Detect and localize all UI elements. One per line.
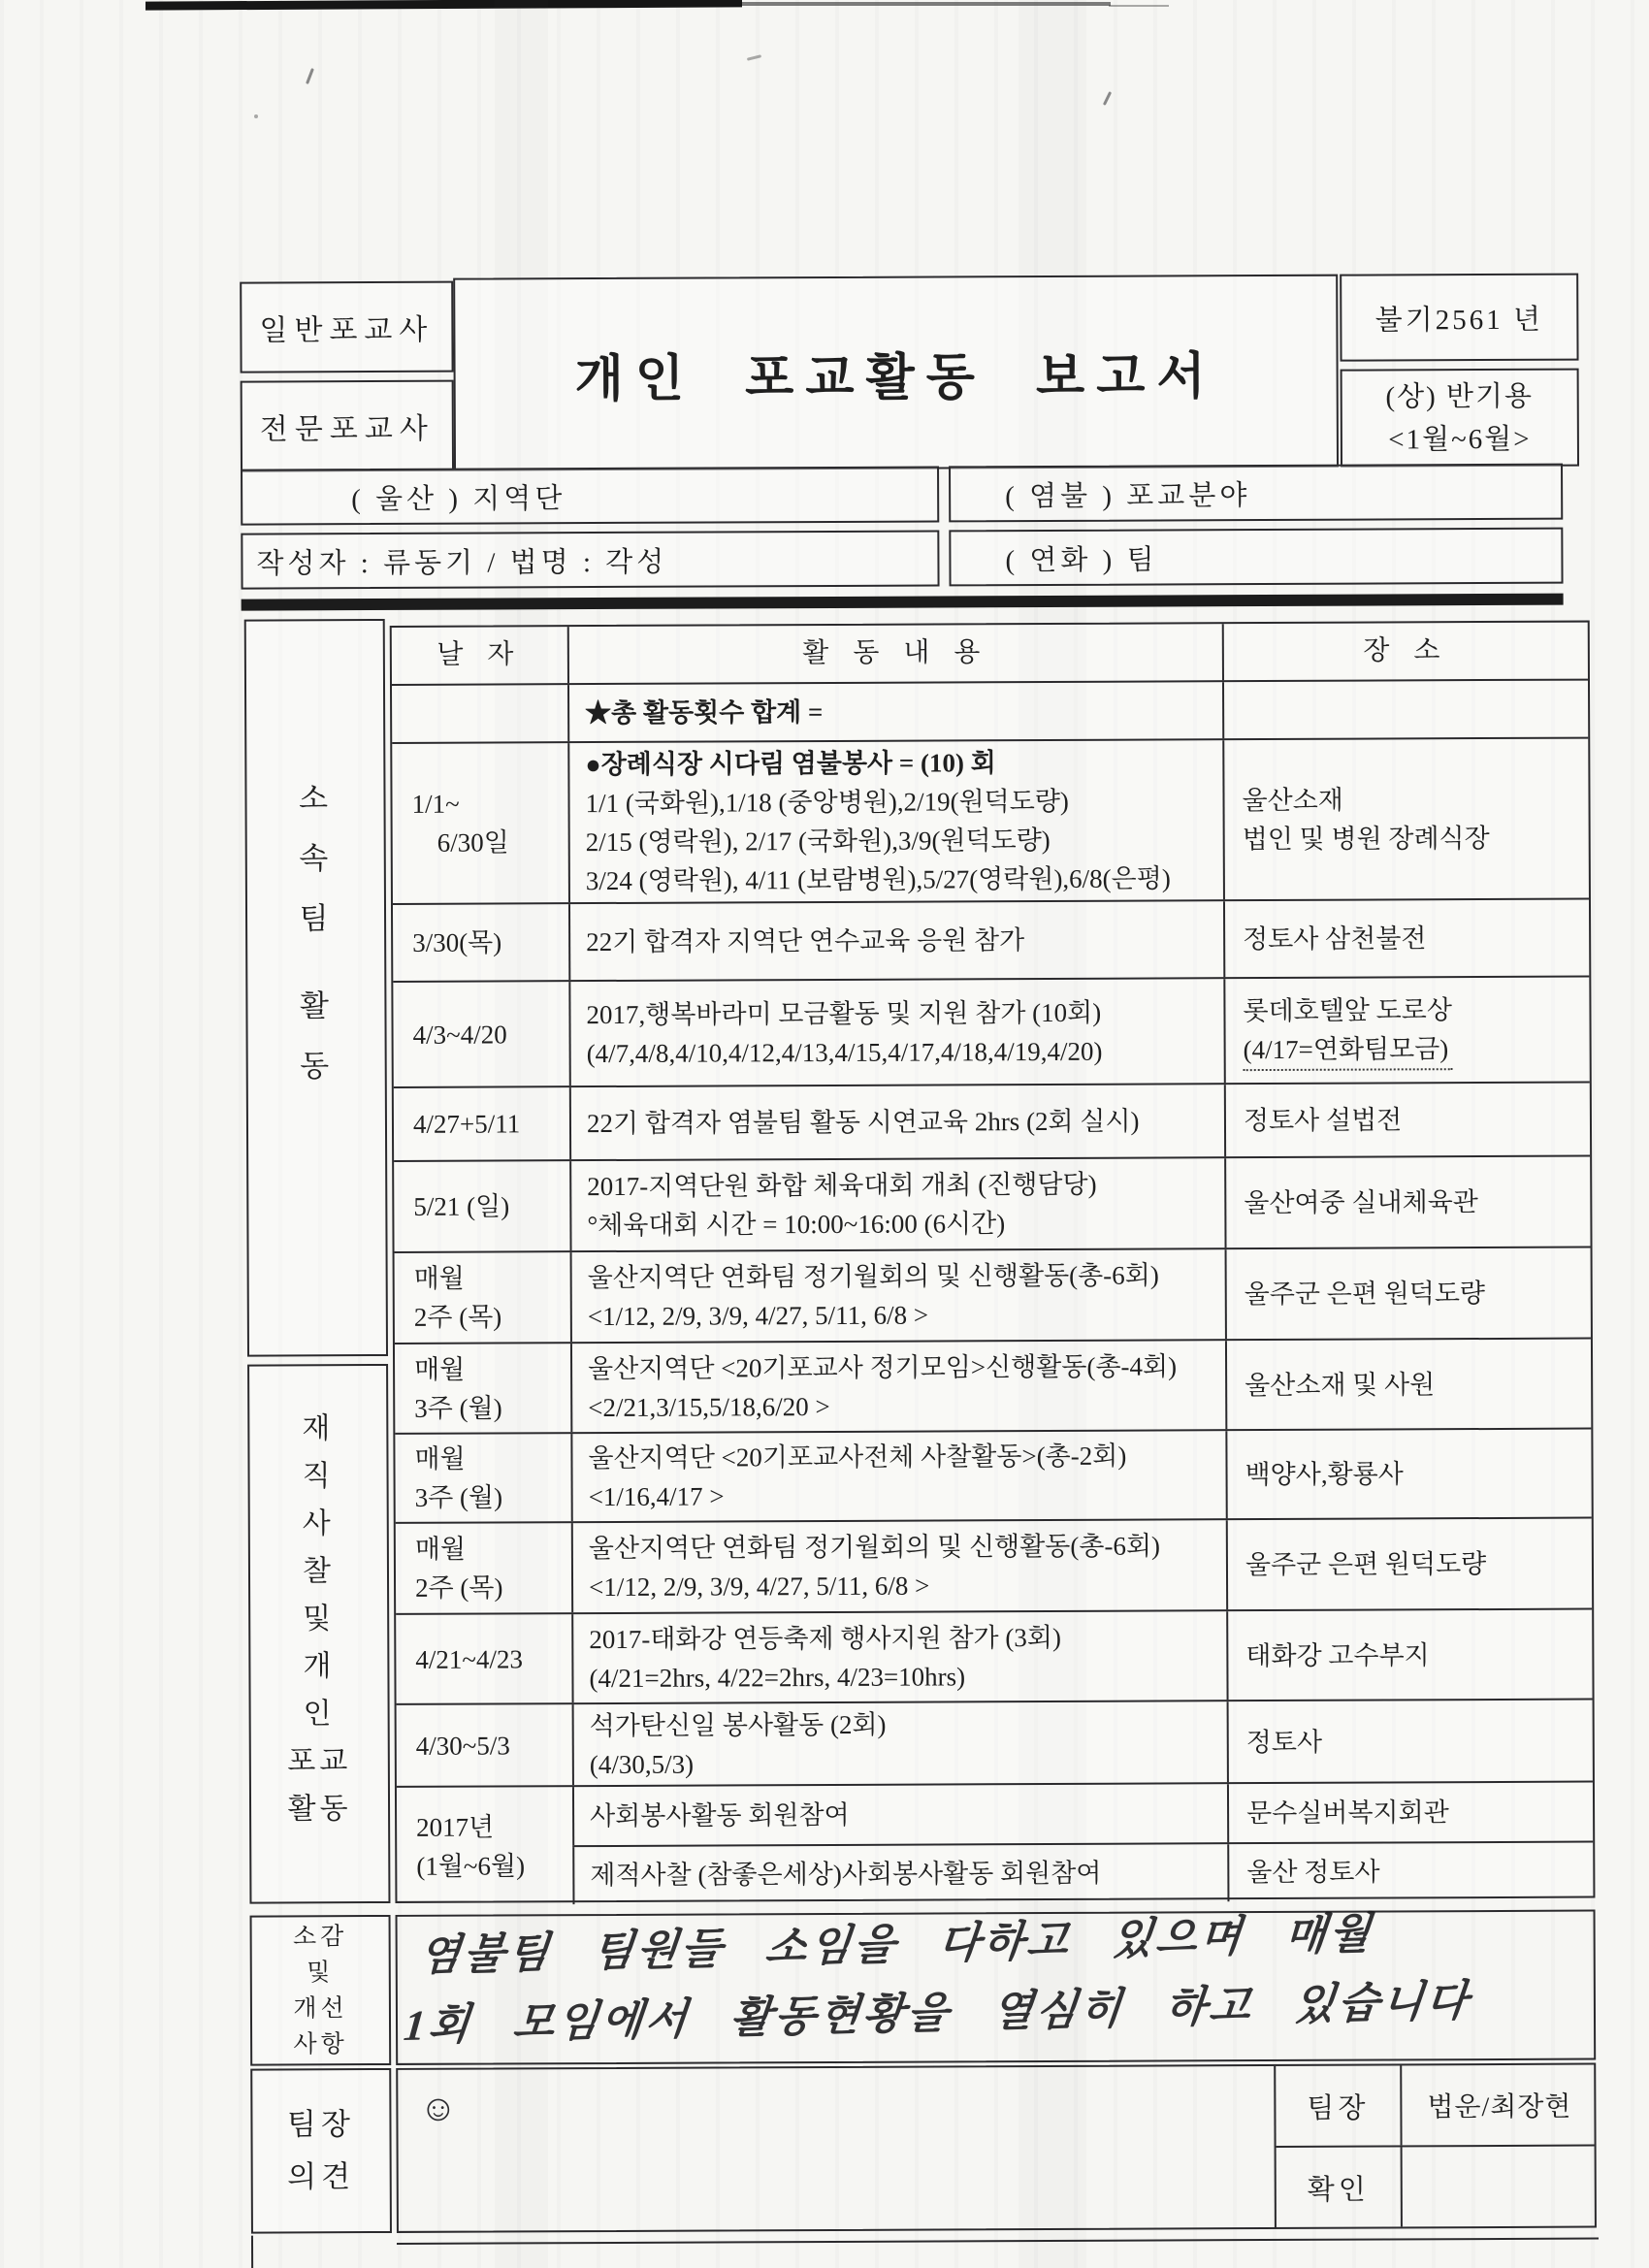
sidebar-section-leader-opinion (250, 2068, 392, 2234)
place-line: 울산 정토사 (1246, 1857, 1380, 1888)
place-line: 정토사 삼천불전 (1243, 923, 1427, 955)
activity-line: 1/1 (국화원),1/18 (중앙병원),2/19(원덕도량) (585, 786, 1069, 819)
activity-line: <1/12, 2/9, 3/9, 4/27, 5/11, 6/8 > (588, 1571, 930, 1603)
place-line: 울주군 은편 원덕도량 (1245, 1549, 1487, 1580)
region-value: ( 울산 ) 지역단 (351, 482, 566, 515)
team-cell (949, 528, 1563, 587)
activity-line: 울산지역단 <20기포교사전체 사찰활동>(총-2회) (588, 1441, 1127, 1474)
date-cell (392, 743, 568, 903)
certifier-type-box-general (240, 281, 453, 373)
activity-line: 2017,행복바라미 모금활동 및 지원 참가 (10회) (586, 997, 1102, 1029)
sidebar-char: 및 (303, 1603, 336, 1636)
leader-opinion-box (396, 2063, 1597, 2233)
place-line: 법인 및 병원 장례식장 (1242, 824, 1490, 855)
place-line: (4/17=연화팀모금) (1244, 1029, 1453, 1071)
activity-line: (4/21=2hrs, 4/22=2hrs, 4/23=10hrs) (589, 1661, 966, 1693)
col-header-activity: 활 동 내 용 (567, 624, 1222, 683)
period-box (1341, 369, 1579, 468)
table-row (397, 1781, 1594, 1905)
place-cell (1223, 978, 1589, 1084)
date-line: (1월~6월) (416, 1850, 526, 1881)
activity-line: 2017-지역단원 화합 체육대회 개최 (진행담당) (587, 1169, 1097, 1202)
place-cell (1224, 1084, 1590, 1157)
activity-cell (572, 1844, 1227, 1904)
place-line: 문수실버복지회관 (1246, 1797, 1449, 1828)
sidebar-char: 개 (303, 1650, 336, 1683)
date-cell (395, 1252, 570, 1343)
team-value: ( 연화 ) 팀 (1005, 543, 1158, 576)
sidebar-char: 팀 (299, 901, 333, 936)
table-row (392, 737, 1589, 903)
date-cell (397, 1787, 573, 1905)
smiley-face-mark: ☺ (419, 2088, 458, 2129)
date-line: 매월 (413, 1263, 465, 1293)
sidebar-char: 속 (299, 841, 333, 876)
activity-cell (570, 1431, 1225, 1521)
handwritten-note-line2: 1회 모임에서 활동현황을 열심히 하고 있습니다 (402, 1976, 1473, 2050)
table-subrow (572, 1783, 1593, 1845)
activity-line: 22기 합격자 지역단 연수교육 응원 참가 (586, 925, 1025, 957)
activity-line: 석가탄신일 봉사활동 (2회) (589, 1709, 887, 1740)
sidebar-char: 인 (303, 1698, 336, 1731)
place-cell (1224, 1157, 1590, 1248)
mission-field-value: ( 염불 ) 포교분야 (1005, 479, 1251, 512)
period-range: <1월~6월> (1388, 423, 1532, 455)
activity-cell (571, 1611, 1226, 1702)
place-cell (1225, 1430, 1591, 1519)
activity-line: <1/16,4/17 > (588, 1481, 725, 1512)
sidebar-char: 소감 (292, 1923, 348, 1950)
handwritten-note-line1: 염불팀 팀원들 소임을 다하고 있으며 매월 (416, 1909, 1375, 1980)
date-line: 4/21~4/23 (415, 1643, 524, 1674)
table-row (396, 1517, 1592, 1613)
date-cell (394, 1161, 569, 1251)
author-cell (241, 530, 939, 589)
activity-line: 3/24 (영락원), 4/11 (보람병원),5/27(영락원),6/8(은평) (585, 863, 1171, 896)
date-line: 매월 (414, 1354, 466, 1384)
table-header-row (392, 623, 1588, 684)
sidebar-char: 사항 (293, 2030, 348, 2057)
activity-line: 2/15 (영락원), 2/17 (국화원),3/9(원덕도량) (585, 825, 1051, 858)
date-cell (395, 1344, 570, 1433)
activity-cell (571, 1520, 1226, 1612)
table-row (397, 1699, 1593, 1786)
activity-line: (4/30,5/3) (589, 1749, 695, 1779)
date-cell (397, 1704, 572, 1786)
sidebar-char: 직 (302, 1460, 335, 1493)
sidebar-char: 사 (302, 1507, 335, 1540)
activity-cell (572, 1701, 1227, 1785)
date-line: 6/30일 (436, 827, 509, 858)
signature-row-leader (1276, 2065, 1594, 2146)
author-value: 작성자 : 류동기 / 법명 : 각성 (256, 546, 668, 580)
place-line: 울주군 은편 원덕도량 (1244, 1279, 1486, 1310)
table-row (395, 1247, 1591, 1343)
place-line: 롯데호텔앞 도로상 (1243, 994, 1452, 1025)
activity-cell (567, 740, 1223, 902)
activity-cell (569, 1085, 1224, 1159)
date-line: 4/30~5/3 (415, 1730, 510, 1761)
certifier-type-label: 전문포교사 (259, 412, 435, 446)
sidebar-char: 찰 (302, 1555, 336, 1588)
signature-row-confirm (1277, 2145, 1595, 2227)
place-cell (1222, 739, 1589, 900)
table-row (393, 898, 1589, 981)
date-line: 매월 (414, 1534, 467, 1564)
date-cell (392, 685, 567, 742)
signature-label: 팀장 (1307, 2092, 1370, 2124)
sidebar-section-remarks (250, 1915, 392, 2066)
sidebar-char: 활 (299, 988, 333, 1023)
table-row (395, 1428, 1591, 1522)
date-cell (393, 904, 568, 981)
col-header-place: 장 소 (1222, 623, 1588, 681)
date-line: 매월 (414, 1443, 466, 1474)
period-type: (상) 반기용 (1385, 380, 1535, 412)
date-cell (393, 982, 568, 1086)
activity-cell (568, 901, 1223, 980)
date-cell (394, 1087, 569, 1160)
date-line: 2주 (목) (413, 1302, 502, 1332)
region-cell (241, 466, 939, 525)
mission-field-cell (949, 464, 1563, 523)
activity-line: (4/7,4/8,4/10,4/12,4/13,4/15,4/17,4/18,4/19,4/20) (586, 1036, 1103, 1068)
date-cell (396, 1614, 571, 1703)
activity-line: ●장례식장 시다림 염불봉사 = (10) 회 (585, 748, 996, 780)
date-line: 3주 (월) (414, 1482, 503, 1512)
signature-value (1401, 2147, 1595, 2227)
activity-line: 22기 합격자 염불팀 활동 시연교육 2hrs (2회 실시) (586, 1106, 1140, 1139)
date-cell (396, 1523, 571, 1613)
sidebar-char: 개선 (293, 1994, 348, 2022)
table-row (392, 679, 1588, 742)
activity-cell (570, 1341, 1225, 1432)
place-cell (1225, 1340, 1591, 1430)
place-line: 백양사,황룡사 (1245, 1459, 1404, 1490)
place-line: 태화강 고수부지 (1245, 1639, 1430, 1670)
date-line: 5/21 (일) (413, 1191, 510, 1221)
place-line: 울산여중 실내체육관 (1244, 1187, 1478, 1218)
era-year-box (1340, 274, 1578, 362)
sidebar-char: 활동 (287, 1793, 352, 1826)
activity-cell (568, 979, 1223, 1085)
sidebar-char: 재 (302, 1412, 335, 1445)
place-cell (1226, 1610, 1592, 1701)
date-line: 1/1~ (411, 789, 460, 819)
date-line: 4/3~4/20 (412, 1019, 507, 1050)
certifier-type-label: 일반포교사 (259, 313, 435, 347)
date-line: 2017년 (416, 1811, 495, 1842)
place-cell (1225, 1248, 1591, 1340)
table-row (396, 1608, 1592, 1703)
activity-line: 제적사찰 (참좋은세상)사회봉사활동 회원참여 (590, 1859, 1102, 1891)
title-box (453, 275, 1339, 471)
sidebar-char: 동 (300, 1049, 334, 1084)
page-title: 개인 포교활동 보고서 (574, 349, 1217, 408)
place-cell (1226, 1519, 1592, 1610)
table-row (394, 1082, 1590, 1160)
era-year: 불기2561 년 (1374, 304, 1544, 337)
place-cell (1223, 900, 1589, 978)
place-line: 울산소재 (1242, 785, 1343, 816)
date-line: 3주 (월) (414, 1392, 502, 1423)
sidebar-char: 및 (307, 1959, 335, 1986)
activity-line: °체육대회 시간 = 10:00~16:00 (6시간) (587, 1209, 1006, 1241)
signature-label: 확인 (1307, 2174, 1370, 2206)
activity-line: 2017-태화강 연등축제 행사지원 참가 (3회) (589, 1622, 1061, 1654)
place-cell (1227, 1842, 1593, 1901)
table-row (393, 976, 1589, 1086)
sidebar-char: 팀장 (286, 2107, 355, 2142)
table-row (394, 1155, 1590, 1251)
place-cell (1227, 1783, 1593, 1842)
activity-line: ★총 활동횟수 합계 = (585, 697, 824, 729)
subrow-group (572, 1783, 1594, 1905)
activity-cell (569, 1158, 1224, 1250)
place-line: 정토사 설법전 (1243, 1105, 1403, 1136)
place-cell (1227, 1701, 1593, 1783)
place-line: 정토사 (1245, 1727, 1323, 1757)
activity-line: 울산지역단 <20기포교사 정기모임>신행활동(총-4회) (588, 1350, 1178, 1383)
certifier-type-box-professional (241, 380, 454, 472)
table-row (395, 1338, 1591, 1433)
activity-line: <1/12, 2/9, 3/9, 4/27, 5/11, 6/8 > (587, 1300, 929, 1332)
col-header-date: 날 자 (436, 639, 523, 670)
activity-cell (572, 1784, 1227, 1844)
date-line: 2주 (목) (414, 1572, 503, 1603)
activity-line: 울산지역단 연화팀 정기월회의 및 신행활동(총-6회) (588, 1531, 1161, 1564)
header-separator-bar (242, 594, 1564, 611)
sidebar-char: 포교 (287, 1745, 352, 1778)
date-line: 3/30(목) (412, 927, 502, 957)
activity-line: 사회봉사활동 회원참여 (590, 1799, 850, 1831)
sidebar-section-personal-activity (247, 1364, 390, 1904)
activity-cell (567, 682, 1222, 741)
activity-line: 울산지역단 연화팀 정기월회의 및 신행활동(총-6회) (587, 1260, 1159, 1293)
sidebar-char: 소 (298, 781, 333, 816)
table-subrow (572, 1840, 1593, 1904)
signature-table (1274, 2065, 1595, 2227)
activity-cell (570, 1249, 1225, 1342)
sidebar-section-team-activity (244, 619, 388, 1357)
bottom-double-line (397, 2238, 1599, 2245)
activity-table (390, 621, 1596, 1903)
sidebar-border-tail (251, 2236, 253, 2268)
place-line: 울산소재 및 사원 (1245, 1369, 1436, 1400)
place-cell (1222, 681, 1588, 739)
leader-opinion-content (398, 2066, 1275, 2231)
signature-value: 법운/최장현 (1400, 2065, 1594, 2146)
sidebar-char: 의견 (287, 2159, 356, 2194)
date-line: 4/27+5/11 (412, 1109, 521, 1139)
activity-line: <2/21,3/15,5/18,6/20 > (588, 1391, 830, 1422)
date-cell (395, 1434, 570, 1522)
